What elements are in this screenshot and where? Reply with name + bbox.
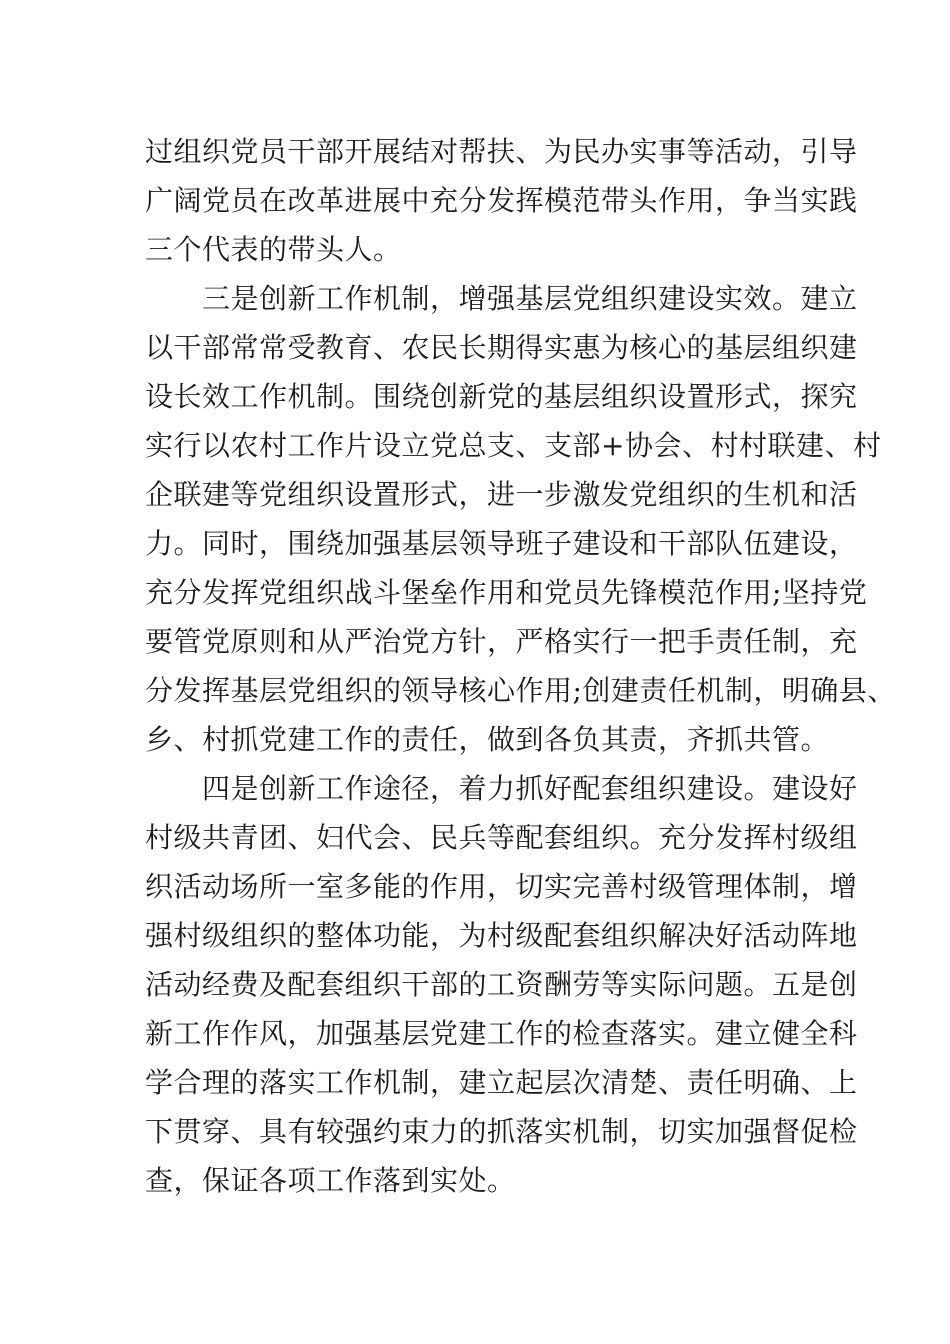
text-line: 活动经费及配套组织干部的工资酬劳等实际问题。五是创 [145, 968, 858, 1001]
text-line: 四是创新工作途径，着力抓好配套组织建设。建设好 [202, 772, 858, 805]
text-line: 企联建等党组织设置形式，进一步激发党组织的生机和活 [145, 478, 858, 511]
text-line: 实行以农村工作片设立党总支、支部+协会、村村联建、村 [145, 429, 882, 462]
text-line: 分发挥基层党组织的领导核心作用;创建责任机制，明确县、 [145, 674, 896, 707]
text-line: 三个代表的带头人。 [145, 233, 402, 266]
text-line: 强村级组织的整体功能，为村级配套组织解决好活动阵地 [145, 919, 858, 952]
text-line: 要管党原则和从严治党方针，严格实行一把手责任制，充 [145, 625, 858, 658]
text-line: 村级共青团、妇代会、民兵等配套组织。充分发挥村级组 [145, 821, 858, 854]
paragraph-3 [145, 764, 858, 1205]
text-line: 设长效工作机制。围绕创新党的基层组织设置形式，探究 [145, 380, 858, 413]
text-line: 织活动场所一室多能的作用，切实完善村级管理体制，增 [145, 870, 858, 903]
text-line: 以干部常常受教育、农民长期得实惠为核心的基层组织建 [145, 331, 858, 364]
body-text [145, 127, 896, 1205]
text-line: 学合理的落实工作机制，建立起层次清楚、责任明确、上 [145, 1066, 858, 1099]
text-line: 过组织党员干部开展结对帮扶、为民办实事等活动，引导 [145, 135, 858, 168]
paragraph-1 [145, 127, 858, 274]
text-line: 三是创新工作机制，增强基层党组织建设实效。建立 [202, 282, 858, 315]
text-line: 查，保证各项工作落到实处。 [145, 1164, 516, 1197]
text-line: 新工作作风，加强基层党建工作的检查落实。建立健全科 [145, 1017, 858, 1050]
text-line: 力。同时，围绕加强基层领导班子建设和干部队伍建设， [145, 527, 858, 560]
text-line: 广阔党员在改革进展中充分发挥模范带头作用，争当实践 [145, 184, 858, 217]
text-line: 充分发挥党组织战斗堡垒作用和党员先锋模范作用;坚持党 [145, 576, 868, 609]
text-line: 下贯穿、具有较强约束力的抓落实机制，切实加强督促检 [145, 1115, 858, 1148]
text-line: 乡、村抓党建工作的责任，做到各负其责，齐抓共管。 [145, 723, 830, 756]
paragraph-2 [145, 274, 896, 764]
